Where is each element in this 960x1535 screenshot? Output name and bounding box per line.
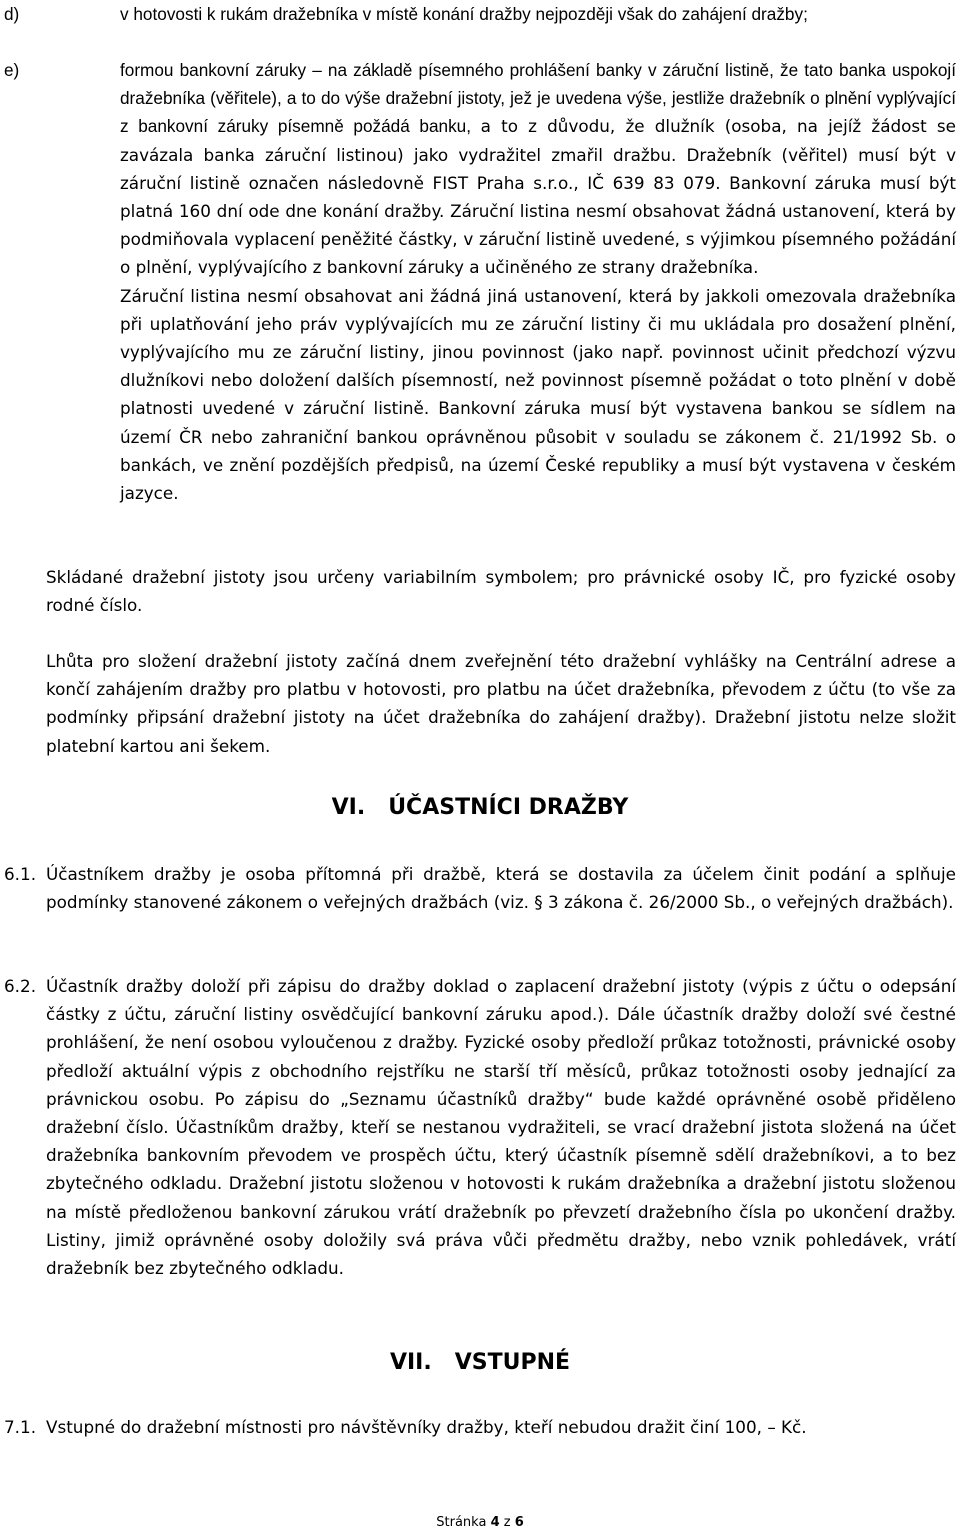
- list-label-d: d): [4, 4, 20, 24]
- footer-prefix: Stránka: [436, 1515, 491, 1530]
- list-label-e: e): [4, 60, 20, 80]
- list-text-e: [120, 56, 956, 282]
- page-footer: [0, 1515, 960, 1530]
- section-vi-heading: VI. ÚČASTNÍCI DRAŽBY: [331, 795, 629, 820]
- list-text-e-part2: a to z důvodu, že dlužník (osoba, na jejíž žádost se zavázala banka záruční listinou) jako vydražitel zmařil dražbu. Dražebník (věřitel) musí být v záruční listině označen následovně FIST Praha s.r.o., IČ 639 83 079. Bankovní záruka musí být platná 160 dní ode dne konání dražby. Záruční listina nesmí obsahovat žádná ustanovení, která by podmiňovala vyplacení peněžité částky, v záruční listině uvedené, s výjimkou písemného požádání o plnění, vyplývajícího z bankovní záruky a učiněného ze strany dražebníka.: [120, 116, 956, 278]
- paragraph-deadline: Lhůta pro složení dražební jistoty začíná dnem zveřejnění této dražební vyhlášky na Centrální adrese a končí zahájením dražby pro platbu v hotovosti, pro platbu na účet dražebníka, převodem z účtu (to vše za podmínky připsání dražební jistoty na účet dražebníka do zahájení dražby). Dražební jistotu nelze složit platební kartou ani šekem.: [46, 651, 956, 756]
- section-7-1-number: 7.1.: [4, 1417, 37, 1437]
- section-vii-heading: VII. VSTUPNÉ: [389, 1350, 571, 1375]
- section-6-1-number: 6.1.: [4, 864, 37, 884]
- section-7-1-text: Vstupné do dražební místnosti pro návštěvníky dražby, kteří nebudou dražit činí 100, – Kč.: [46, 1417, 807, 1437]
- footer-current-page: 4: [490, 1515, 500, 1530]
- footer-middle: z: [499, 1515, 515, 1530]
- list-text-d: v hotovosti k rukám dražebníka v místě konání dražby nejpozději však do zahájení dražby;: [120, 4, 808, 24]
- paragraph-variable-symbol: Skládané dražební jistoty jsou určeny variabilním symbolem; pro právnické osoby IČ, pro fyzické osoby rodné číslo.: [46, 567, 956, 616]
- list-text-e-part1: formou bankovní záruky – na základě písemného prohlášení banky v záruční listině, že tato banka uspokojí dražebníka (věřitele), a to do výše dražební jistoty, jež je uvedena výše, jestliže dražebník o plnění vyplývající z bankovní záruky písemně požádá banku,: [120, 60, 956, 137]
- section-6-2-text: Účastník dražby doloží při zápisu do dražby doklad o zaplacení dražební jistoty (výpis z účtu o odepsání částky z účtu, záruční listiny osvědčující bankovní záruku apod.). Dále účastník dražby doloží své čestné prohlášení, že není osobou vyloučenou z dražby. Fyzické osoby předloží průkaz totožnosti, právnické osoby předloží aktuální výpis z obchodního rejstříku ne starší tří měsíců, průkaz totožnosti osoby jednající za právnickou osobu. Po zápisu do „Seznamu účastníků dražby“ bude každé oprávněné osobě přiděleno dražební číslo. Účastníkům dražby, kteří se nestanou vydražiteli, se vrací dražební jistota složená na účet dražebníka bankovním převodem ve prospěch účtu, který účastník písemně sdělí dražebníkovi, a to bez zbytečného odkladu. Dražební jistotu složenou v hotovosti k rukám dražebníka a dražební jistotu složenou na místě předloženou bankovní zárukou vrátí dražebník po převzetí dražebního čísla po ukončení dražby. Listiny, jimiž oprávněné osoby doložily svá práva vůči předmětu dražby, nebo vznik pohledávek, vrátí dražebník bez zbytečného odkladu.: [46, 976, 956, 1279]
- section-6-1-text: Účastníkem dražby je osoba přítomná při dražbě, která se dostavila za účelem činit podání a splňuje podmínky stanovené zákonem o veřejných dražbách (viz. § 3 zákona č. 26/2000 Sb., o veřejných dražbách).: [46, 864, 956, 913]
- list-text-e-part3: Záruční listina nesmí obsahovat ani žádná jiná ustanovení, která by jakkoli omezovala dražebníka při uplatňování jeho práv vyplývajících mu ze záruční listiny či mu ukládala pro dosažení plnění, vyplývajícího mu ze záruční listiny, jinou povinnost (jako např. povinnost učinit předchozí výzvu dlužníkovi nebo doložení dalších písemností, než povinnost písemně požádat o toto plnění v době platnosti uvedené v záruční listině. Bankovní záruka musí být vystavena bankou se sídlem na území ČR nebo zahraniční bankou oprávněnou působit v souladu se zákonem č. 21/1992 Sb. o bankách, ve znění pozdějších předpisů, na území České republiky a musí být vystavena v českém jazyce.: [120, 285, 956, 504]
- section-6-2-number: 6.2.: [4, 976, 37, 996]
- footer-total-pages: 6: [514, 1515, 524, 1530]
